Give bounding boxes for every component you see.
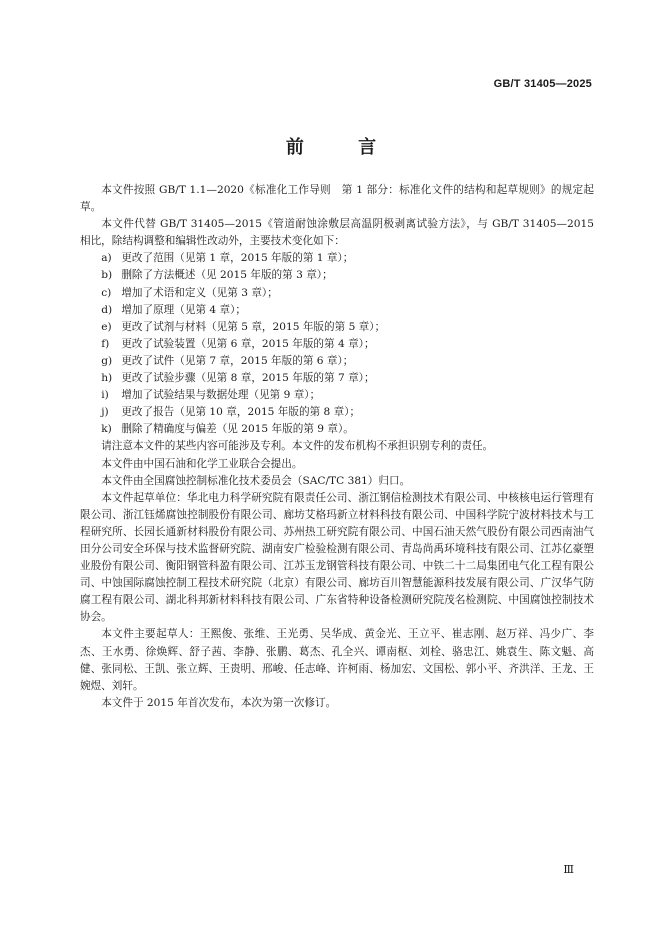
paragraph-replacement: 本文件代替 GB/T 31405—2015《管道耐蚀涂敷层高温阴极剥离试验方法》，与 GB/T 31405—2015 相比，除结构调整和编辑性改动外，主要技术变化如下： [80, 218, 594, 248]
page-number: Ⅲ [563, 863, 574, 876]
paragraph-patent-notice: 请注意本文件的某些内容可能涉及专利。本文件的发布机构不承担识别专利的责任。 [101, 440, 494, 453]
paragraph-proposer: 本文件由中国石油和化学工业联合会提出。 [101, 457, 303, 470]
list-item: i) 增加了试验结果与数据处理（见第 9 章）； [101, 389, 321, 402]
paragraph-history: 本文件于 2015 年首次发布，本次为第一次修订。 [101, 696, 337, 709]
list-item: d) 增加了原理（见第 4 章）； [101, 303, 247, 316]
list-item: k) 删除了精确度与偏差（见 2015 年版的第 9 章）。 [101, 423, 354, 436]
paragraph-drafting-rules: 本文件按照 GB/T 1.1—2020《标准化工作导则 第 1 部分：标准化文件的结构和起草规则》的规定起草。 [80, 184, 594, 214]
list-item: c) 增加了术语和定义（见第 3 章）； [101, 286, 278, 299]
list-item: f) 更改了试验装置（见第 6 章，2015 年版的第 4 章）； [101, 337, 375, 350]
standard-code: GB/T 31405—2025 [493, 78, 592, 90]
page-title: 前 言 [285, 137, 401, 158]
list-item: a) 更改了范围（见第 1 章，2015 年版的第 1 章）； [101, 252, 354, 265]
changes-list [80, 250, 594, 438]
foreword-body [80, 182, 594, 712]
paragraph-drafters: 本文件主要起草人：王熙俊、张维、王光勇、吴华成、黄金光、王立平、崔志刚、赵万祥、冯少广、李杰、王水勇、徐焕辉、舒子茜、李静、张鹏、葛杰、孔全兴、谭南枢、刘栓、骆忠江、姚袁生、陈文魁、高健、张同松、王凯、张立辉、王贵明、邢峻、任志峰、许柯雨、杨加宏、文国松、郭小平、齐洪洋、王龙、王婉煜、刘轩。 [80, 628, 594, 692]
paragraph-committee: 本文件由全国腐蚀控制标准化技术委员会（SAC/TC 381）归口。 [101, 474, 411, 487]
list-item: g) 更改了试件（见第 7 章，2015 年版的第 6 章）； [101, 354, 354, 367]
list-item: b) 删除了方法概述（见 2015 年版的第 3 章）； [101, 269, 333, 282]
list-item: h) 更改了试验步骤（见第 8 章，2015 年版的第 7 章）； [101, 372, 375, 385]
list-item: e) 更改了试剂与材料（见第 5 章，2015 年版的第 5 章）； [101, 320, 386, 333]
list-item: j) 更改了报告（见第 10 章，2015 年版的第 8 章）； [101, 406, 361, 419]
paragraph-drafting-units: 本文件起草单位：华北电力科学研究院有限责任公司、浙江钢信检测技术有限公司、中核核电运行管理有限公司、浙江钰烯腐蚀控制股份有限公司、廊坊艾格玛新立材料科技有限公司、中国科学院宁波材料技术与工程研究所、长园长通新材料股份有限公司、苏州热工研究院有限公司、中国石油天然气股份有限公司西南油气田分公司安全环保与技术监督研究院、湖南安广检验检测有限公司、青岛尚禹环境科技有限公司、江苏亿豪塑业股份有限公司、衡阳钢管科盈有限公司、江苏玉龙钢管科技有限公司、中铁二十二局集团电气化工程有限公司、中蚀国际腐蚀控制工程技术研究院（北京）有限公司、廊坊百川智慧能源科技发展有限公司、广汉华气防腐工程有限公司、湖北科邦新材料科技有限公司、广东省特种设备检测研究院茂名检测院、中国腐蚀控制技术协会。 [80, 491, 594, 624]
